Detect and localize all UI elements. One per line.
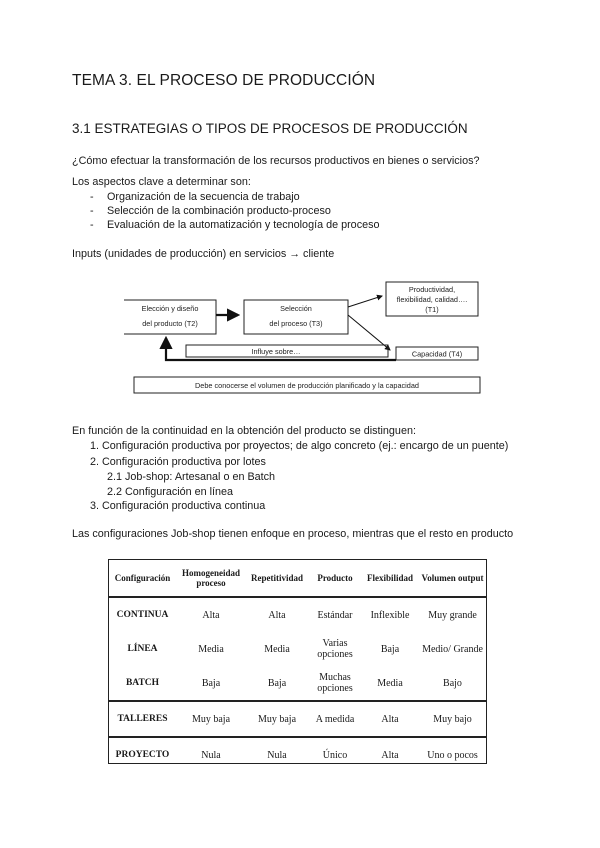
- aspects-intro: Los aspectos clave a determinar son:: [72, 176, 251, 188]
- table-cell: Estándar: [317, 609, 353, 621]
- aspect-bullet: -: [90, 205, 94, 217]
- aspect-item: Selección de la combinación producto-proceso: [107, 205, 331, 217]
- config-item-2-2: 2.2 Configuración en línea: [107, 486, 234, 498]
- config-item-3: 3. Configuración productiva continua: [90, 500, 266, 512]
- aspect-item: Evaluación de la automatización y tecnología de proceso: [107, 219, 380, 231]
- table-cell: Alta: [362, 737, 418, 772]
- table-cell: Alta: [362, 701, 418, 737]
- table-header: Flexibilidad: [362, 560, 418, 597]
- table-cell: Alta: [268, 609, 286, 621]
- table-cell: Muy bajo: [418, 701, 487, 737]
- table-header: Homogeneidad proceso: [176, 560, 246, 597]
- table-row: [109, 632, 487, 666]
- box3-line1: Productividad,: [408, 285, 456, 294]
- table-cell: A medida: [308, 701, 362, 737]
- table-row: [109, 737, 487, 772]
- configuration-table: [109, 560, 487, 772]
- table-header: Repetitividad: [246, 560, 308, 597]
- table-cell: BATCH: [125, 677, 160, 688]
- table-cell: Muchas opciones: [317, 672, 353, 694]
- table-header: Volumen output: [418, 560, 487, 597]
- table-header: Configuración: [109, 560, 176, 597]
- arrow-process-to-productivity: [348, 296, 382, 307]
- box2-line2: del proceso (T3): [269, 319, 323, 328]
- table-cell: Media: [264, 643, 290, 655]
- table-cell: Varias opciones: [317, 638, 353, 660]
- table-row: [109, 701, 487, 737]
- section-heading: 3.1 ESTRATEGIAS O TIPOS DE PROCESOS DE PRODUCCIÓN: [72, 121, 468, 136]
- table-cell: Baja: [380, 643, 400, 655]
- table-cell: PROYECTO: [109, 737, 176, 772]
- box1-line1: Elección y diseño: [141, 304, 199, 313]
- continuity-intro: En función de la continuidad en la obtención del producto se distinguen:: [72, 425, 416, 437]
- box4-text: Capacidad (T4): [411, 349, 463, 359]
- table-cell: Media: [377, 677, 403, 689]
- aspect-item: Organización de la secuencia de trabajo: [107, 191, 300, 203]
- question-text: ¿Cómo efectuar la transformación de los recursos productivos en bienes o servicios?: [72, 155, 480, 167]
- page-title: TEMA 3. EL PROCESO DE PRODUCCIÓN: [72, 72, 376, 89]
- bottom-note-text: Debe conocerse el volumen de producción planificado y la capacidad: [195, 381, 419, 390]
- table-cell: CONTINUA: [116, 609, 169, 620]
- table-header: Producto: [308, 560, 362, 597]
- box1-line2: del producto (T2): [142, 319, 198, 328]
- table-row: [109, 597, 487, 632]
- config-item-1: 1. Configuración productiva por proyectos; de algo concreto (ej.: encargo de un puente): [90, 440, 509, 452]
- box3-line3: (T1): [425, 305, 439, 314]
- table-cell: Nula: [246, 737, 308, 772]
- table-cell: Alta: [202, 609, 220, 621]
- table-cell: Media: [198, 643, 224, 655]
- table-cell: LÍNEA: [127, 643, 158, 654]
- aspect-bullet: -: [90, 219, 94, 231]
- table-cell: Muy grande: [428, 609, 477, 621]
- aspect-bullet: -: [90, 191, 94, 203]
- table-header-row: [109, 560, 487, 597]
- table-cell: Bajo: [443, 677, 462, 689]
- table-cell: TALLERES: [109, 701, 176, 737]
- table-cell: Baja: [201, 677, 221, 689]
- jobshop-line: Las configuraciones Job-shop tienen enfoque en proceso, mientras que el resto en producto: [72, 528, 514, 540]
- table-cell: Uno o pocos: [418, 737, 487, 772]
- box2-line1: Selección: [280, 304, 312, 313]
- table-cell: Inflexible: [370, 609, 410, 621]
- inputs-line: Inputs (unidades de producción) en servicios → cliente: [72, 248, 335, 260]
- table-cell: Muy baja: [246, 701, 308, 737]
- table-row: [109, 666, 487, 701]
- table-cell: Nula: [176, 737, 246, 772]
- process-diagram: [110, 280, 510, 400]
- table-cell: Baja: [267, 677, 287, 689]
- config-item-2-1: 2.1 Job-shop: Artesanal o en Batch: [107, 471, 276, 483]
- table-cell: Medio/ Grande: [422, 643, 483, 655]
- table-cell: Único: [308, 737, 362, 772]
- config-item-2: 2. Configuración productiva por lotes: [90, 456, 266, 468]
- box3-line2: flexibilidad, calidad….: [396, 295, 468, 304]
- influence-text: Influye sobre…: [251, 347, 301, 356]
- table-cell: Muy baja: [176, 701, 246, 737]
